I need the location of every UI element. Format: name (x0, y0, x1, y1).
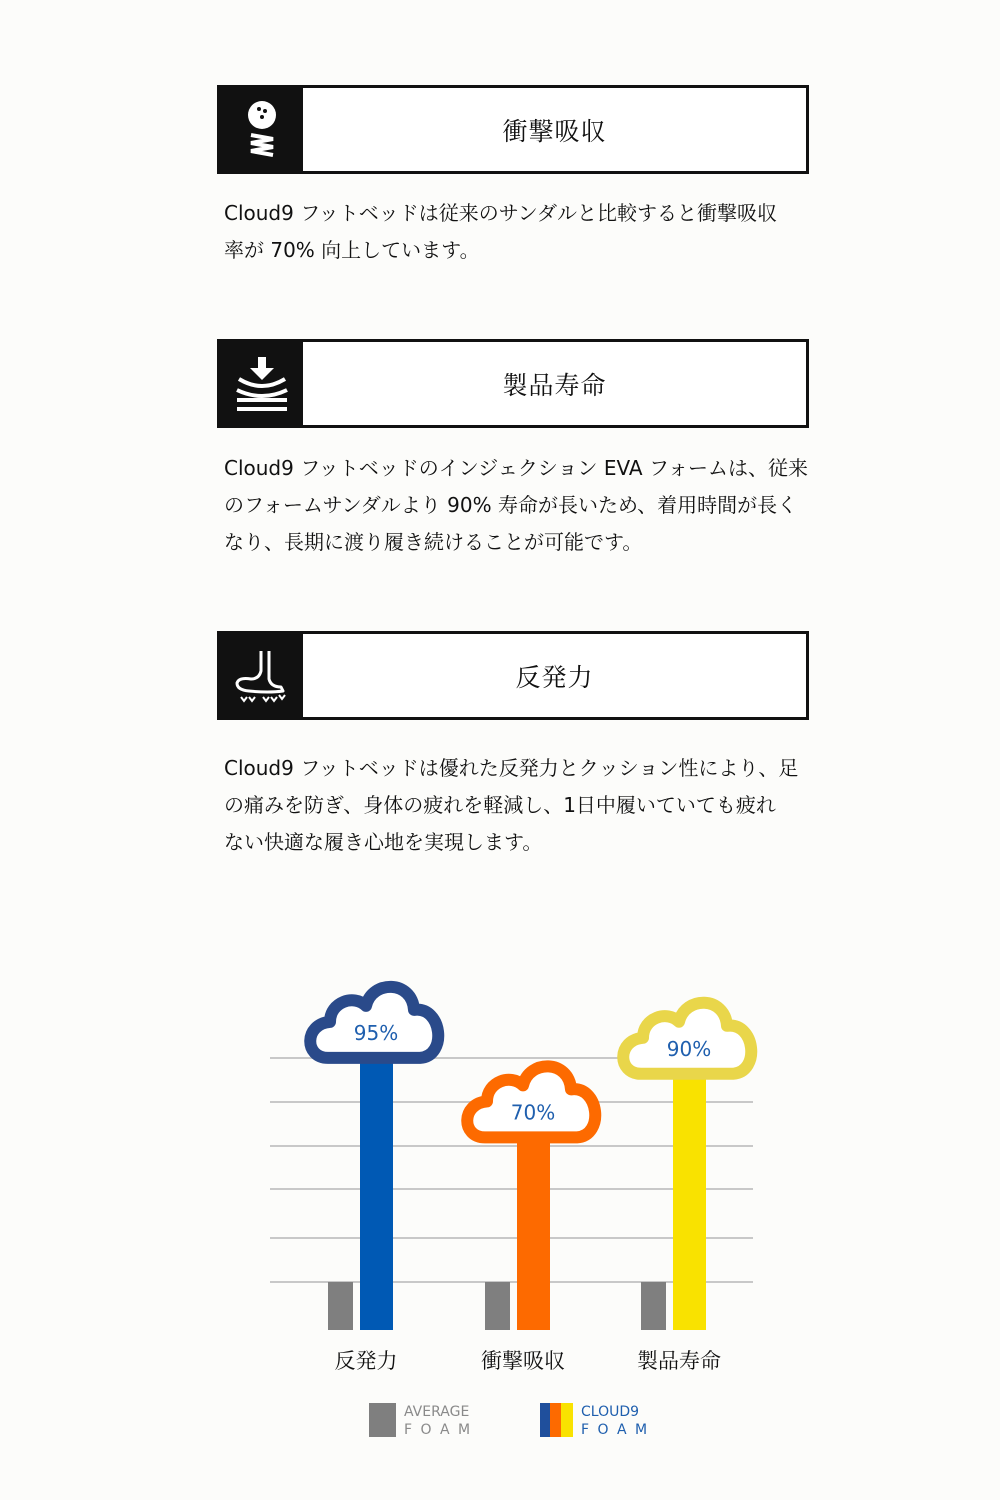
category-label: 製品寿命 (637, 1349, 721, 1373)
cloud9-foam-bar (673, 1054, 706, 1330)
legend-line: F O A M (404, 1422, 473, 1438)
legend-swatch-cloud9 (540, 1403, 573, 1437)
legend-swatch-average (369, 1403, 396, 1437)
legend-average (369, 1403, 472, 1439)
average-foam-bar (485, 1282, 510, 1330)
feature-title: 衝撃吸収 (502, 116, 607, 146)
average-foam-bar (328, 1282, 353, 1330)
compression-arrow-icon (220, 342, 303, 425)
foot-rebound-icon (220, 634, 303, 717)
spring-ball-icon (220, 88, 303, 171)
description-line: 率が 70% 向上しています。 (224, 238, 480, 262)
value-label: 95% (353, 1020, 399, 1045)
feature-title: 反発力 (515, 662, 594, 692)
legend-cloud9 (540, 1403, 649, 1439)
average-foam-bar (641, 1282, 666, 1330)
feature-title: 製品寿命 (502, 370, 607, 400)
legend-line: AVERAGE (404, 1404, 470, 1420)
foam-comparison-chart (0, 940, 1000, 1390)
description-line: なり、長期に渡り履き続けることが可能です。 (224, 530, 643, 554)
description-line: の痛みを防ぎ、身体の疲れを軽減し、1日中履いていても疲れ (224, 793, 776, 817)
category-label: 反発力 (334, 1349, 398, 1373)
category-label: 衝撃吸収 (481, 1349, 565, 1373)
value-label: 70% (510, 1100, 556, 1125)
description-line: のフォームサンダルより 90% 寿命が長いため、着用時間が長く (224, 493, 798, 517)
legend-line: CLOUD9 (581, 1404, 640, 1420)
legend-label-cloud9 (581, 1403, 649, 1439)
feature-description (224, 195, 844, 269)
cloud9-foam-bar (360, 1038, 393, 1330)
description-line: Cloud9 フットベッドは優れた反発力とクッション性により、足 (224, 756, 799, 780)
feature-description (224, 450, 844, 561)
description-line: Cloud9 フットベッドのインジェクション EVA フォームは、従来 (224, 456, 808, 480)
legend-label-average (404, 1403, 472, 1439)
feature-header-lifespan (217, 339, 809, 428)
cloud9-foam-bar (517, 1117, 550, 1330)
description-line: ない快適な履き心地を実現します。 (224, 830, 543, 854)
value-label: 90% (666, 1036, 712, 1061)
feature-header-shock (217, 85, 809, 174)
description-line: Cloud9 フットベッドは従来のサンダルと比較すると衝撃吸収 (224, 201, 778, 225)
feature-description (224, 750, 844, 861)
feature-header-rebound (217, 631, 809, 720)
legend-line: F O A M (581, 1422, 650, 1438)
